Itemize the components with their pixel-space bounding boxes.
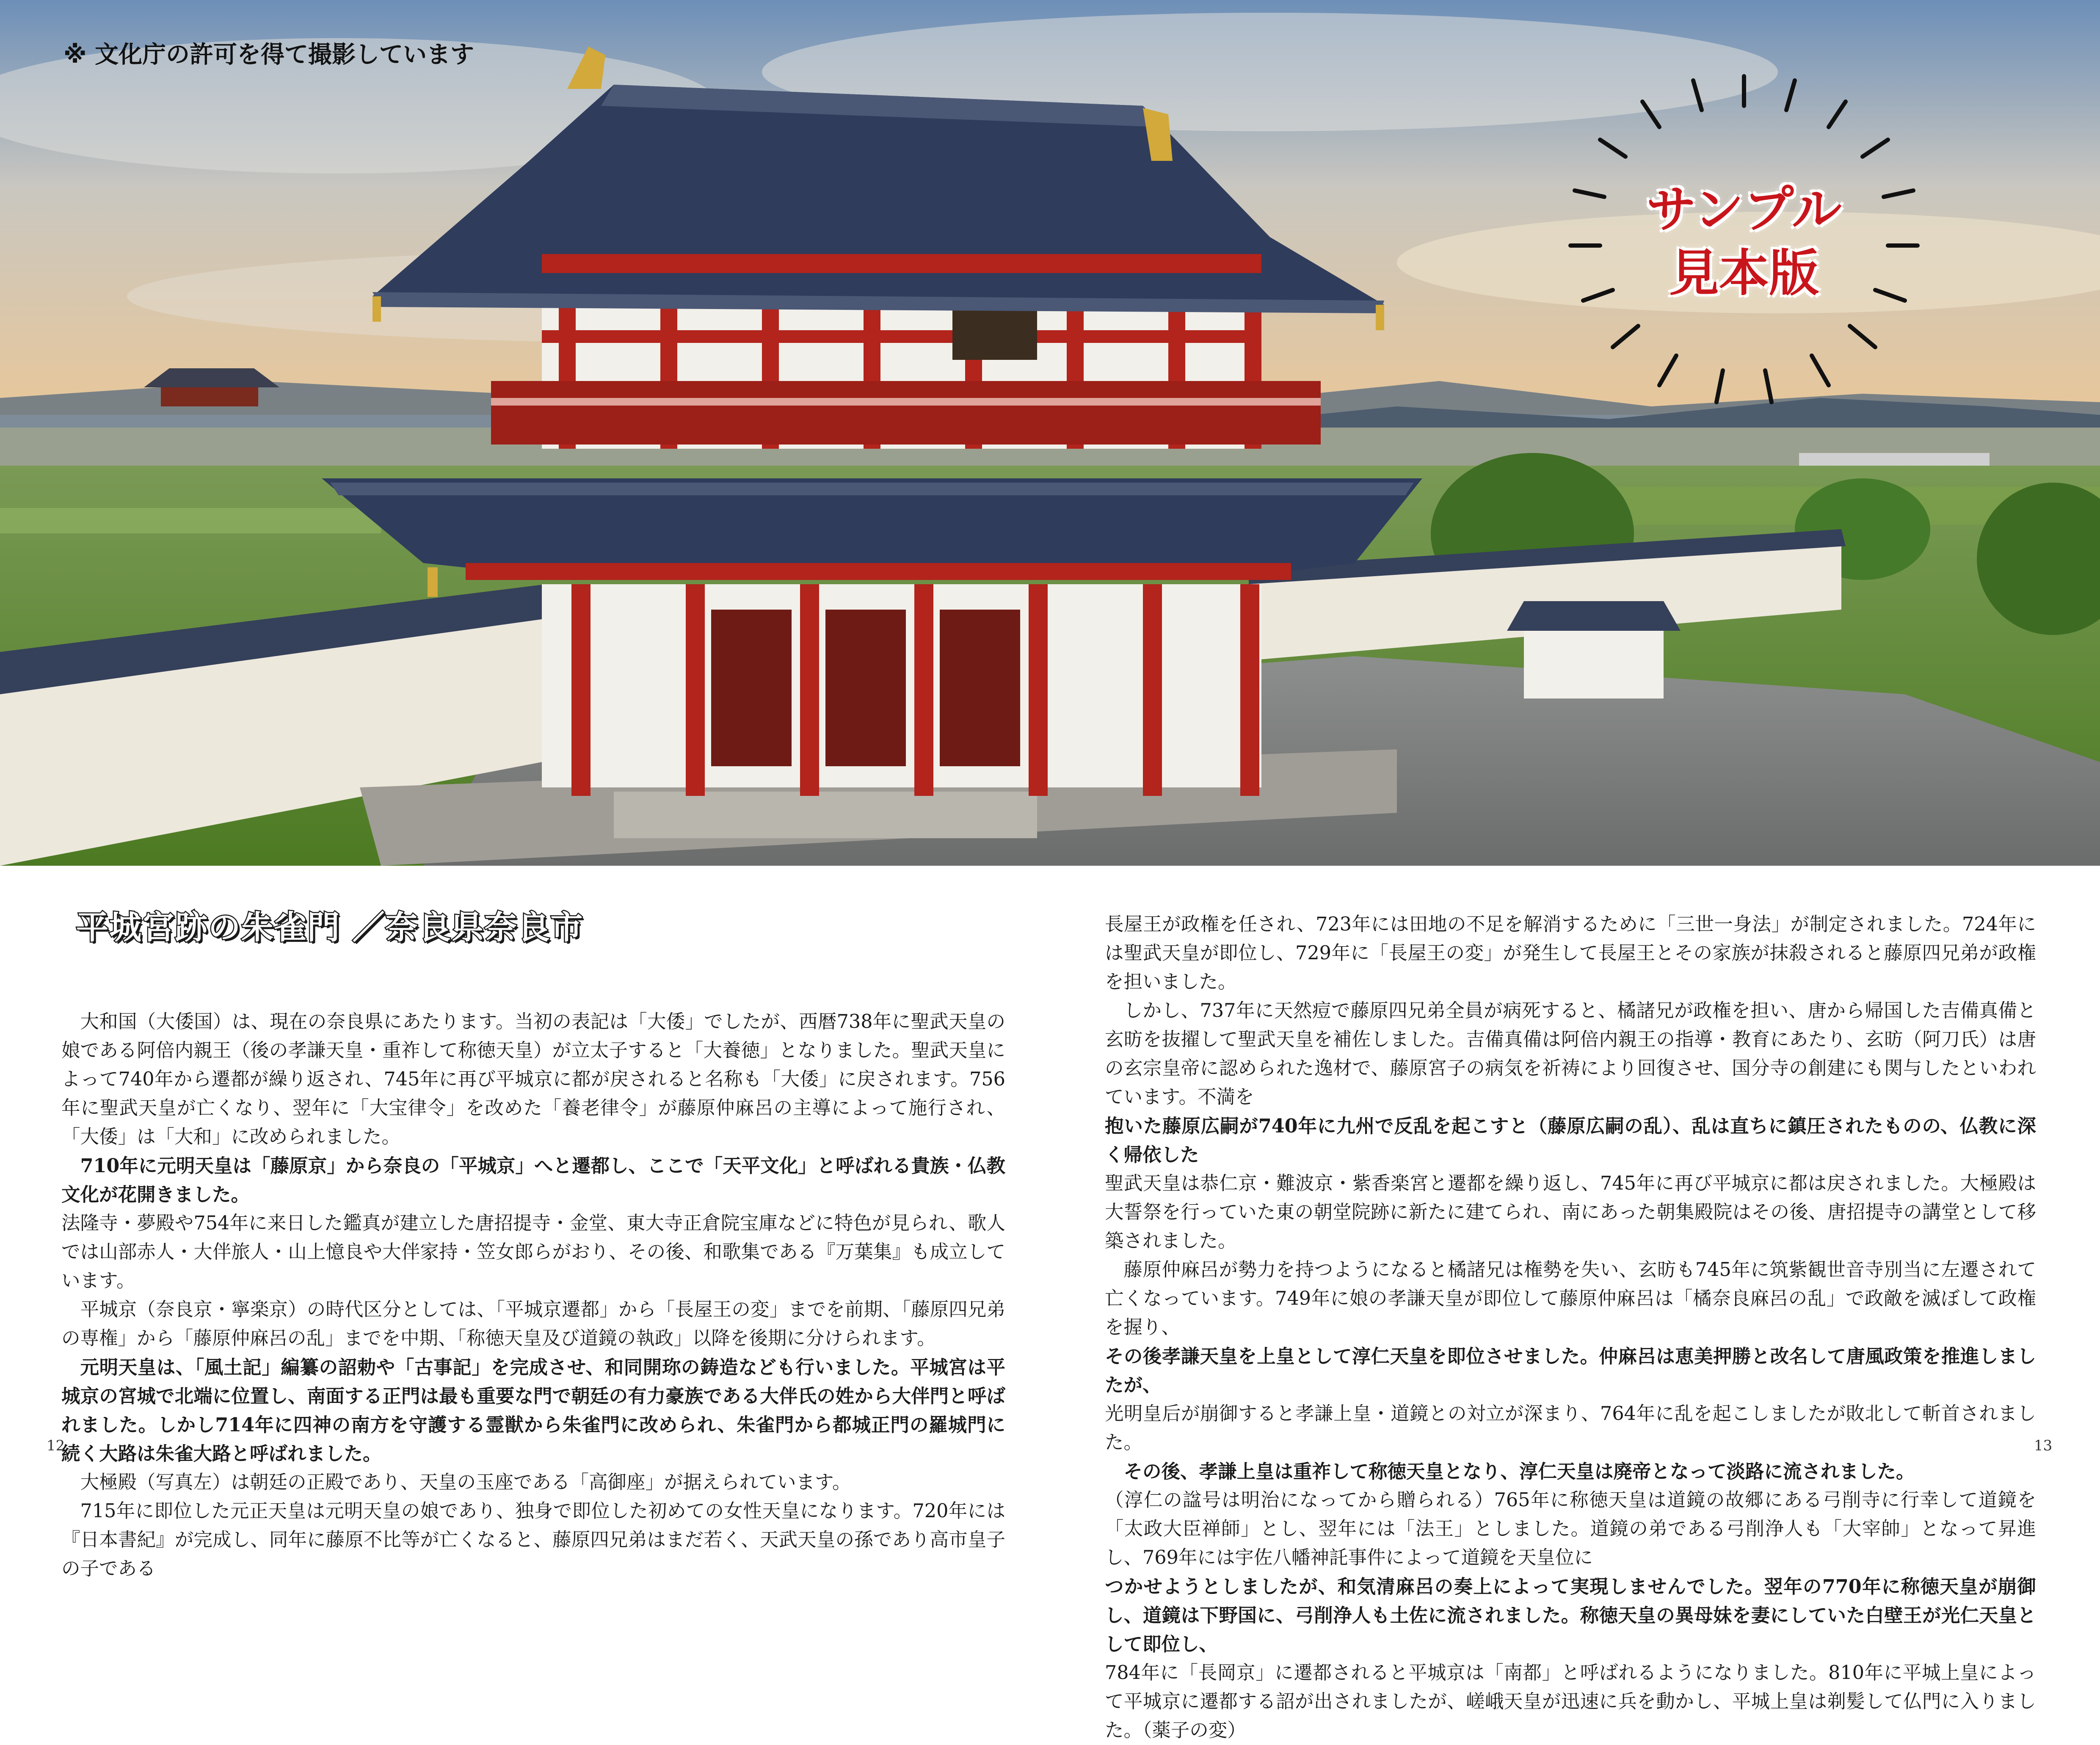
paragraph: その後孝謙天皇を上皇として淳仁天皇を即位させました。仲麻呂は恵美押勝と改名して唐風政策を推進しましたが、 xyxy=(1105,1345,2036,1396)
sample-stamp xyxy=(1541,178,1947,305)
paragraph: 長屋王が政権を任され、723年には田地の不足を解消するために「三世一身法」が制定されました。724年には聖武天皇が即位し、729年に「長屋王の変」が発生して長屋王とその家族が抹殺されると藤原四兄弟が政権を担いました。 xyxy=(1105,914,2036,993)
paragraph: 抱いた藤原広嗣が740年に九州で反乱を起こすと（藤原広嗣の乱）、乱は直ちに鎮圧されたものの、仏教に深く帰依した xyxy=(1105,1115,2036,1166)
paragraph: 大和国（大倭国）は、現在の奈良県にあたります。当初の表記は「大倭」でしたが、西暦738年に聖武天皇の娘である阿倍内親王（後の孝謙天皇・重祚して称徳天皇）が立太子すると「大養徳」となりました。聖武天皇によって740年から遷都が繰り返され、745年に再び平城京に都が戻されると名称も「大倭」に戻されます。756年に聖武天皇が亡くなり、翌年に「大宝律令」を改めた「養老律令」が藤原仲麻呂の主導によって施行され、「大倭」は「大和」に改められました。 xyxy=(61,1011,1005,1148)
sample-stamp-line2: 見本版 xyxy=(1669,244,1819,302)
paragraph: 藤原仲麻呂が勢力を持つようになると橘諸兄は権勢を失い、玄昉も745年に筑紫観世音寺別当に左遷されて亡くなっています。749年に娘の孝謙天皇が即位して藤原仲麻呂は「橘奈良麻呂の乱」で政敵を滅ぼして政権を握り、 xyxy=(1105,1259,2036,1338)
paragraph: しかし、737年に天然痘で藤原四兄弟全員が病死すると、橘諸兄が政権を担い、唐から帰国した吉備真備と玄昉を抜擢して聖武天皇を補佐しました。吉備真備は阿倍内親王の指導・教育にあたり、玄昉（阿刀氏）は唐の玄宗皇帝に認められた逸材で、藤原宮子の病気を祈祷により回復させ、国分寺の創建にも関与したといわれています。不満を xyxy=(1105,1000,2036,1108)
paragraph: 大極殿（写真左）は朝廷の正殿であり、天皇の玉座である「高御座」が据えられています。 xyxy=(80,1472,851,1493)
permit-note: ※ 文化庁の許可を得て撮影しています xyxy=(63,41,474,69)
article-title: 平城宮跡の朱雀門 ／奈良県奈良市 xyxy=(76,908,584,946)
paragraph: （淳仁の諡号は明治になってから贈られる）765年に称徳天皇は道鏡の故郷にある弓削寺に行幸して道鏡を「太政大臣禅師」とし、翌年には「法王」としました。道鏡の弟である弓削浄人も「大宰帥」となって昇進し、769年には宇佐八幡神託事件によって道鏡を天皇位に xyxy=(1105,1489,2036,1568)
paragraph: 元明天皇は、「風土記」編纂の詔勅や「古事記」を完成させ、和同開珎の鋳造なども行いました。平城宮は平城京の宮城で北端に位置し、南面する正門は最も重要な門で朝廷の有力豪族である大伴氏の姓から大伴門と呼ばれました。しかし714年に四神の南方を守護する霊獣から朱雀門に改められ、朱雀門から都城正門の羅城門に続く大路は朱雀大路と呼ばれました。 xyxy=(61,1356,1005,1465)
paragraph: つかせようとしましたが、和気清麻呂の奏上によって実現しませんでした。翌年の770年に称徳天皇が崩御し、道鏡は下野国に、弓削浄人も土佐に流されました。称徳天皇の異母妹を妻にしていた白壁王が光仁天皇として即位し、 xyxy=(1105,1576,2036,1655)
paragraph: 710年に元明天皇は「藤原京」から奈良の「平城京」へと遷都し、ここで「天平文化」と呼ばれる貴族・仏教文化が花開きました。 xyxy=(61,1155,1005,1206)
paragraph: 法隆寺・夢殿や754年に来日した鑑真が建立した唐招提寺・金堂、東大寺正倉院宝庫などに特色が見られ、歌人では山部赤人・大伴旅人・山上憶良や大伴家持・笠女郎らがおり、その後、和歌集である『万葉集』も成立しています。 xyxy=(61,1212,1005,1292)
paragraph: 平城京（奈良京・寧楽京）の時代区分としては、「平城京遷都」から「長屋王の変」までを前期、「藤原四兄弟の専権」から「藤原仲麻呂の乱」までを中期、「称徳天皇及び道鏡の執政」以降を後期に分けられます。 xyxy=(61,1299,1005,1349)
article-left-column xyxy=(61,1008,1005,1583)
page-number-right: 13 xyxy=(2034,1437,2053,1454)
page-number-left: 12 xyxy=(47,1437,65,1454)
article-right-column xyxy=(1105,910,2036,1745)
paragraph: 聖武天皇は恭仁京・難波京・紫香楽宮と遷都を繰り返し、745年に再び平城京に都は戻されました。大極殿は大誓祭を行っていた東の朝堂院跡に新たに建てられ、南にあった朝集殿院はその後、唐招提寺の講堂として移築されました。 xyxy=(1105,1173,2036,1252)
paragraph: その後、孝謙上皇は重祚して称徳天皇となり、淳仁天皇は廃帝となって淡路に流されました。 xyxy=(1123,1461,1915,1483)
paragraph: 784年に「長岡京」に遷都されると平城京は「南都」と呼ばれるようになりました。810年に平城上皇によって平城京に遷都する詔が出されましたが、嵯峨天皇が迅速に兵を動かし、平城上皇は剃髪して仏門に入りました。（薬子の変） xyxy=(1105,1662,2036,1741)
paragraph: 光明皇后が崩御すると孝謙上皇・道鏡との対立が深まり、764年に乱を起こしましたが敗北して斬首されました。 xyxy=(1105,1403,2036,1453)
sample-stamp-line1: サンプル xyxy=(1646,180,1842,239)
paragraph: 715年に即位した元正天皇は元明天皇の娘であり、独身で即位した初めての女性天皇になります。720年には『日本書紀』が完成し、同年に藤原不比等が亡くなると、藤原四兄弟はまだ若く、天武天皇の孫であり高市皇子の子である xyxy=(61,1500,1005,1579)
